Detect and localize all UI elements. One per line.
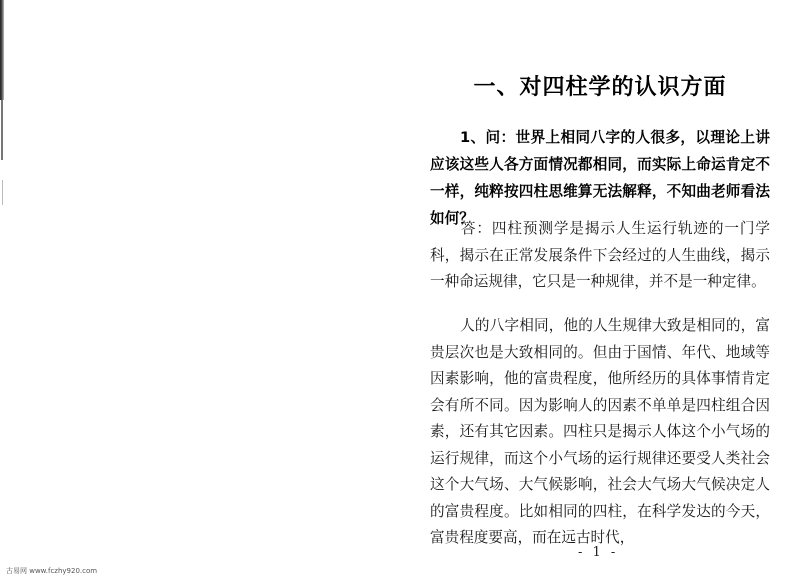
answer-text-1: 四柱预测学是揭示人生运行轨迹的一门学科，揭示在正常发展条件下会经过的人生曲线，揭示一种命运规律，它只是一种规律，并不是一种定律。 [430, 220, 770, 290]
answer-label: 答： [460, 220, 492, 237]
page-number: - 1 - [578, 545, 619, 560]
scan-mark [2, 180, 3, 205]
question-number: 1、 [460, 129, 486, 146]
answer-text-2: 人的八字相同，他的人生规律大致是相同的，富贵层次也是大致相同的。但由于国情、年代、地域等因素影响，他的富贵程度，他所经历的具体事情肯定会有所不同。因为影响人的因素不单单是四柱组合因素，还有其它因素。四柱只是揭示人体这个小气场的运行规律，而这个小气场的运行规律还要受人类社会这个大气场、大气候影响，社会大气场大气候决定人的富贵程度。比如相同的四柱，在科学发达的今天，富贵程度要高，而在远古时代， [430, 317, 770, 546]
question-text: 世界上相同八字的人很多，以理论上讲应该这些人各方面情况都相同，而实际上命运肯定不一样，纯粹按四柱思维算无法解释，不知曲老师看法如何？ [430, 129, 770, 227]
scan-binding-edge [1, 100, 3, 160]
answer-paragraph-2 [430, 313, 770, 552]
scan-binding-edge [0, 0, 4, 100]
footer-watermark: 古易网 www.fczhy920.com [6, 567, 98, 575]
page-title: 一、对四柱学的认识方面 [473, 75, 727, 100]
answer-paragraph-1 [430, 216, 770, 296]
question-label: 问： [485, 129, 516, 146]
